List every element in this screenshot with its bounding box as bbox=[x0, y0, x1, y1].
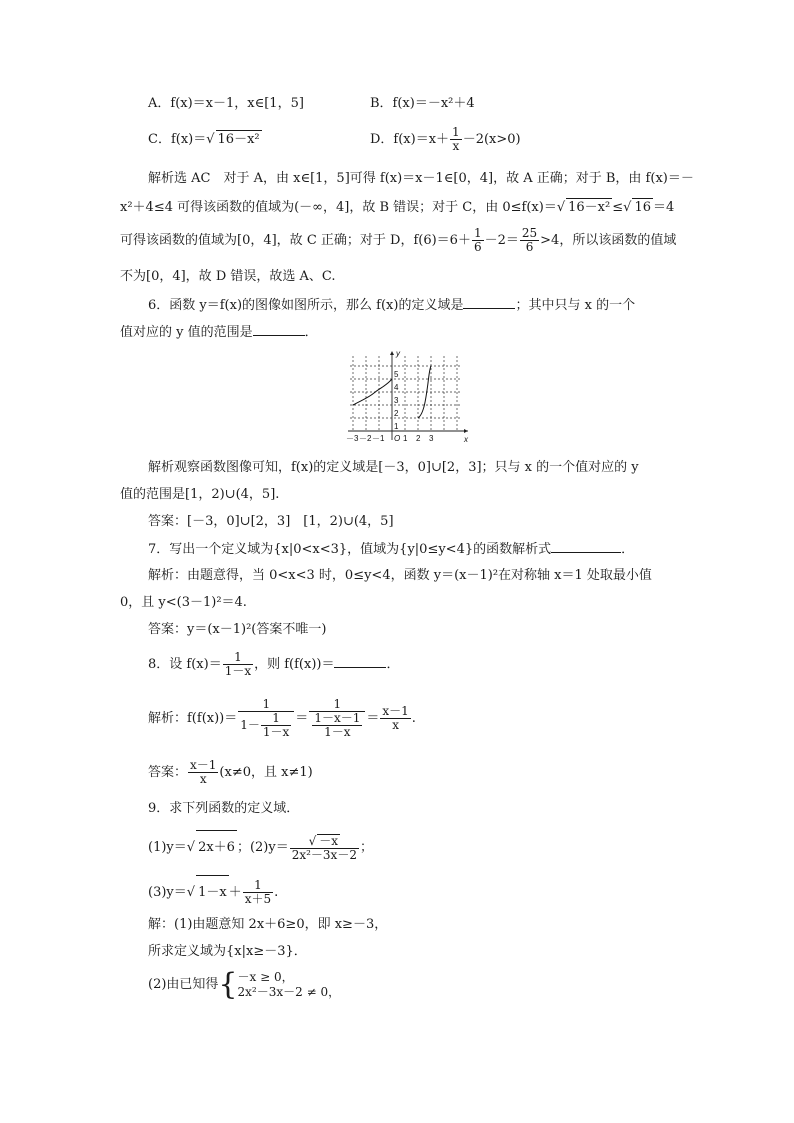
q5-solution-line-1: 解析选 AC 对于 A，由 x∈[1，5]可得 f(x)＝x－1∈[0，4]，故 A 正确；对于 B，由 f(x)＝－ bbox=[148, 171, 694, 186]
q6-l2a: 值对应的 y 值的范围是 bbox=[120, 325, 253, 340]
q9-part-3 bbox=[148, 875, 278, 910]
q5-solution-line-2 bbox=[120, 198, 674, 217]
q8-sol-eq2: ＝ bbox=[366, 711, 380, 726]
answer-blank[interactable] bbox=[334, 655, 386, 668]
q9-p1-radicand: 2x＋6 bbox=[196, 830, 237, 865]
x-tick-label: 2 bbox=[416, 434, 421, 443]
q8-frac2-inner-num: 1－x－1 bbox=[314, 711, 361, 725]
option-d bbox=[370, 126, 521, 153]
q7-line-1 bbox=[148, 540, 634, 559]
q9-p3-den: x＋5 bbox=[244, 892, 272, 906]
x-axis-arrow bbox=[464, 429, 468, 433]
q7-l1a: 7．写出一个定义域为{x|0<x<3}，值域为{y|0≤y<4}的函数解析式 bbox=[148, 542, 552, 557]
q9-p3-num: 1 bbox=[243, 879, 273, 893]
q9-p3b: ＋ bbox=[228, 885, 242, 900]
q5-l2-text: x²＋4≤4 可得该函数的值域为(－∞，4]，故 B 错误；对于 C，由 0≤f(x)＝ bbox=[120, 200, 557, 215]
graph-grid bbox=[350, 356, 460, 431]
y-tick-label: 2 bbox=[394, 409, 399, 418]
y-tick-label: 5 bbox=[394, 370, 399, 379]
q8-frac2-inner-den: 1－x bbox=[324, 725, 351, 739]
q8-ans-num: x－1 bbox=[190, 758, 217, 772]
q9-p1b: ；(2)y＝ bbox=[236, 840, 289, 855]
y-tick-label: 1 bbox=[394, 422, 399, 431]
q8-line-1 bbox=[148, 650, 400, 680]
q7-solution-line-2: 0，且 y<(3－1)²＝4. bbox=[120, 595, 247, 610]
q5-l3-frac2 bbox=[520, 227, 539, 254]
q5-l3-frac2-num: 25 bbox=[521, 226, 538, 240]
q9-title: 9．求下列函数的定义域． bbox=[148, 801, 300, 816]
q8-sol-frac1-den bbox=[238, 712, 294, 739]
sqrt-symbol: √ bbox=[206, 132, 215, 147]
left-brace: { bbox=[218, 966, 238, 1002]
sqrt-symbol: √ bbox=[186, 840, 196, 855]
q8-sol-a: 解析：f(f(x))＝ bbox=[148, 711, 238, 726]
option-c-radicand: 16－x² bbox=[217, 132, 260, 147]
option-d-prefix: D．f(x)＝x＋ bbox=[370, 132, 450, 147]
sqrt-symbol: √ bbox=[623, 200, 632, 215]
q6-answer: 答案：[－3，0]∪[2，3] [1，2)∪(4，5] bbox=[148, 514, 394, 529]
q9-p1a: (1)y＝ bbox=[148, 840, 187, 855]
origin-label: O bbox=[394, 434, 401, 443]
q5-l3-frac2-den: 6 bbox=[525, 240, 534, 254]
q9-p2-num bbox=[290, 834, 359, 849]
inequality-system bbox=[238, 970, 341, 1000]
option-d-fraction bbox=[450, 126, 462, 153]
q8-fraction bbox=[223, 651, 253, 678]
q7-solution-line-1: 解析：由题意得，当 0<x<3 时，0≤y<4，函数 y＝(x－1)²在对称轴 x＝1 处取最小值 bbox=[148, 568, 652, 583]
sqrt-symbol: √ bbox=[308, 833, 317, 848]
q8-ans-frac bbox=[188, 759, 218, 786]
q5-l3-frac1-den: 6 bbox=[473, 240, 482, 254]
q5-l3-frac1 bbox=[472, 227, 484, 254]
q5-l2-sqrt1: 16－x² bbox=[568, 200, 611, 215]
q8-sol-frac3-den: x bbox=[392, 718, 399, 732]
sqrt-symbol: √ bbox=[186, 885, 196, 900]
q6-solution-line-2: 值的范围是[1，2)∪(4，5]. bbox=[120, 487, 280, 502]
q8-sol-frac2 bbox=[309, 698, 365, 739]
q9-p2-den: 2x²－3x－2 bbox=[291, 847, 357, 862]
q6-line-2 bbox=[120, 323, 318, 342]
sqrt-symbol: √ bbox=[556, 200, 566, 215]
q5-l3c: >4，所以该函数的值域 bbox=[540, 233, 677, 248]
system-line-1: －x ≥ 0， bbox=[237, 969, 294, 984]
q8-l1b: ，则 f(f(x))＝ bbox=[254, 657, 335, 672]
q8-sol-frac3 bbox=[380, 705, 410, 732]
q9-p3-fraction bbox=[243, 879, 273, 906]
q5-l2-end: ＝4 bbox=[652, 200, 675, 215]
x-tick-label: 3 bbox=[429, 434, 434, 443]
q6-l1b: ；其中只与 x 的一个 bbox=[515, 298, 636, 313]
option-d-num: 1 bbox=[452, 125, 460, 139]
option-d-suffix: －2(x>0) bbox=[462, 132, 521, 147]
answer-blank[interactable] bbox=[253, 323, 305, 336]
q6-l1a: 6．函数 y＝f(x)的图像如图所示，那么 f(x)的定义域是 bbox=[148, 298, 464, 313]
y-tick-label: 3 bbox=[394, 396, 399, 405]
y-axis-label: y bbox=[396, 349, 400, 358]
q8-l1a: 8．设 f(x)＝ bbox=[148, 657, 222, 672]
q9-p3-radicand: 1－x bbox=[196, 875, 229, 910]
q8-sol-frac2-inner bbox=[312, 712, 362, 739]
q9-solution-line-2: 所求定义域为{x|x≥－3}． bbox=[148, 944, 307, 959]
y-axis-arrow bbox=[390, 351, 394, 355]
option-c bbox=[148, 130, 262, 149]
q5-solution-line-3 bbox=[120, 226, 676, 256]
q9-p2-fraction bbox=[290, 834, 359, 862]
q8-sol-eq1: ＝ bbox=[295, 711, 309, 726]
q6-l2b: ． bbox=[304, 325, 318, 340]
q8-sol-end: . bbox=[411, 711, 416, 726]
option-c-prefix: C．f(x)＝ bbox=[148, 132, 207, 147]
q8-inner-num: 1 bbox=[261, 712, 291, 726]
q7-answer: 答案：y＝(x－1)²(答案不唯一) bbox=[148, 622, 327, 637]
function-graph bbox=[340, 348, 474, 444]
q8-ans-b: (x≠0，且 x≠1) bbox=[219, 765, 313, 780]
q9-p2-end: ； bbox=[359, 840, 373, 855]
option-a: A．f(x)＝x－1，x∈[1，5] bbox=[148, 96, 304, 111]
q8-inner-den: 1－x bbox=[262, 725, 290, 739]
y-tick-labels bbox=[394, 349, 401, 431]
q9-solution-line-1: 解：(1)由题意知 2x＋6≥0，即 x≥－3， bbox=[148, 917, 388, 932]
q5-l2-mid: ≤ bbox=[612, 200, 624, 215]
option-d-den: x bbox=[452, 139, 460, 153]
q9-part-1-2 bbox=[148, 830, 373, 865]
q8-ans-a: 答案： bbox=[148, 765, 188, 780]
q8-sol-frac1-num: 1 bbox=[238, 698, 294, 712]
x-tick-labels bbox=[346, 434, 469, 444]
q9-p3a: (3)y＝ bbox=[148, 885, 187, 900]
q6-line-1 bbox=[148, 296, 635, 315]
q7-l1b: ． bbox=[621, 542, 635, 557]
x-tick-label: －1 bbox=[372, 434, 385, 443]
q8-frac-den: 1－x bbox=[224, 664, 252, 678]
q8-l1c: ． bbox=[386, 657, 400, 672]
q8-sol-frac3-num: x－1 bbox=[382, 704, 409, 718]
x-tick-label: 1 bbox=[403, 434, 408, 443]
q8-sol-frac2-den bbox=[309, 712, 365, 739]
x-axis-label: x bbox=[464, 435, 468, 444]
y-tick-label: 4 bbox=[394, 383, 399, 392]
q8-sol-frac1-den-a: 1－ bbox=[240, 718, 260, 732]
q8-sol-frac1 bbox=[238, 698, 294, 739]
q5-l3a: 可得该函数的值域为[0，4]，故 C 正确；对于 D，f(6)＝6＋ bbox=[120, 233, 471, 248]
q5-solution-line-4: 不为[0，4]，故 D 错误，故选 A、C. bbox=[120, 269, 336, 284]
q9-p3-end: . bbox=[274, 885, 279, 900]
q8-solution bbox=[148, 690, 416, 748]
q8-ans-den: x bbox=[199, 772, 207, 786]
answer-blank[interactable] bbox=[463, 296, 515, 309]
q9-sol3a: (2)由已知得 bbox=[148, 977, 219, 992]
q9-solution-line-3 bbox=[148, 968, 340, 1002]
x-tick-label: －2 bbox=[359, 434, 372, 443]
option-b: B．f(x)＝－x²＋4 bbox=[370, 96, 475, 111]
q8-sol-inner-frac bbox=[261, 712, 291, 739]
q5-l2-sqrt2: 16 bbox=[634, 200, 651, 215]
q8-frac-num: 1 bbox=[223, 651, 253, 665]
q5-l3b: －2＝ bbox=[484, 233, 519, 248]
q8-sol-frac2-num: 1 bbox=[309, 698, 365, 712]
q6-solution-line-1: 解析观察函数图像可知，f(x)的定义域是[－3，0]∪[2，3]；只与 x 的一个值对应的 y bbox=[148, 460, 639, 475]
system-line-2: 2x²－3x－2 ≠ 0， bbox=[237, 984, 341, 999]
x-tick-label: －3 bbox=[346, 434, 359, 443]
answer-blank[interactable] bbox=[551, 540, 621, 553]
q8-answer bbox=[148, 758, 313, 788]
q5-l3-frac1-num: 1 bbox=[473, 226, 482, 240]
q9-p2-num-radicand: －x bbox=[319, 833, 339, 848]
